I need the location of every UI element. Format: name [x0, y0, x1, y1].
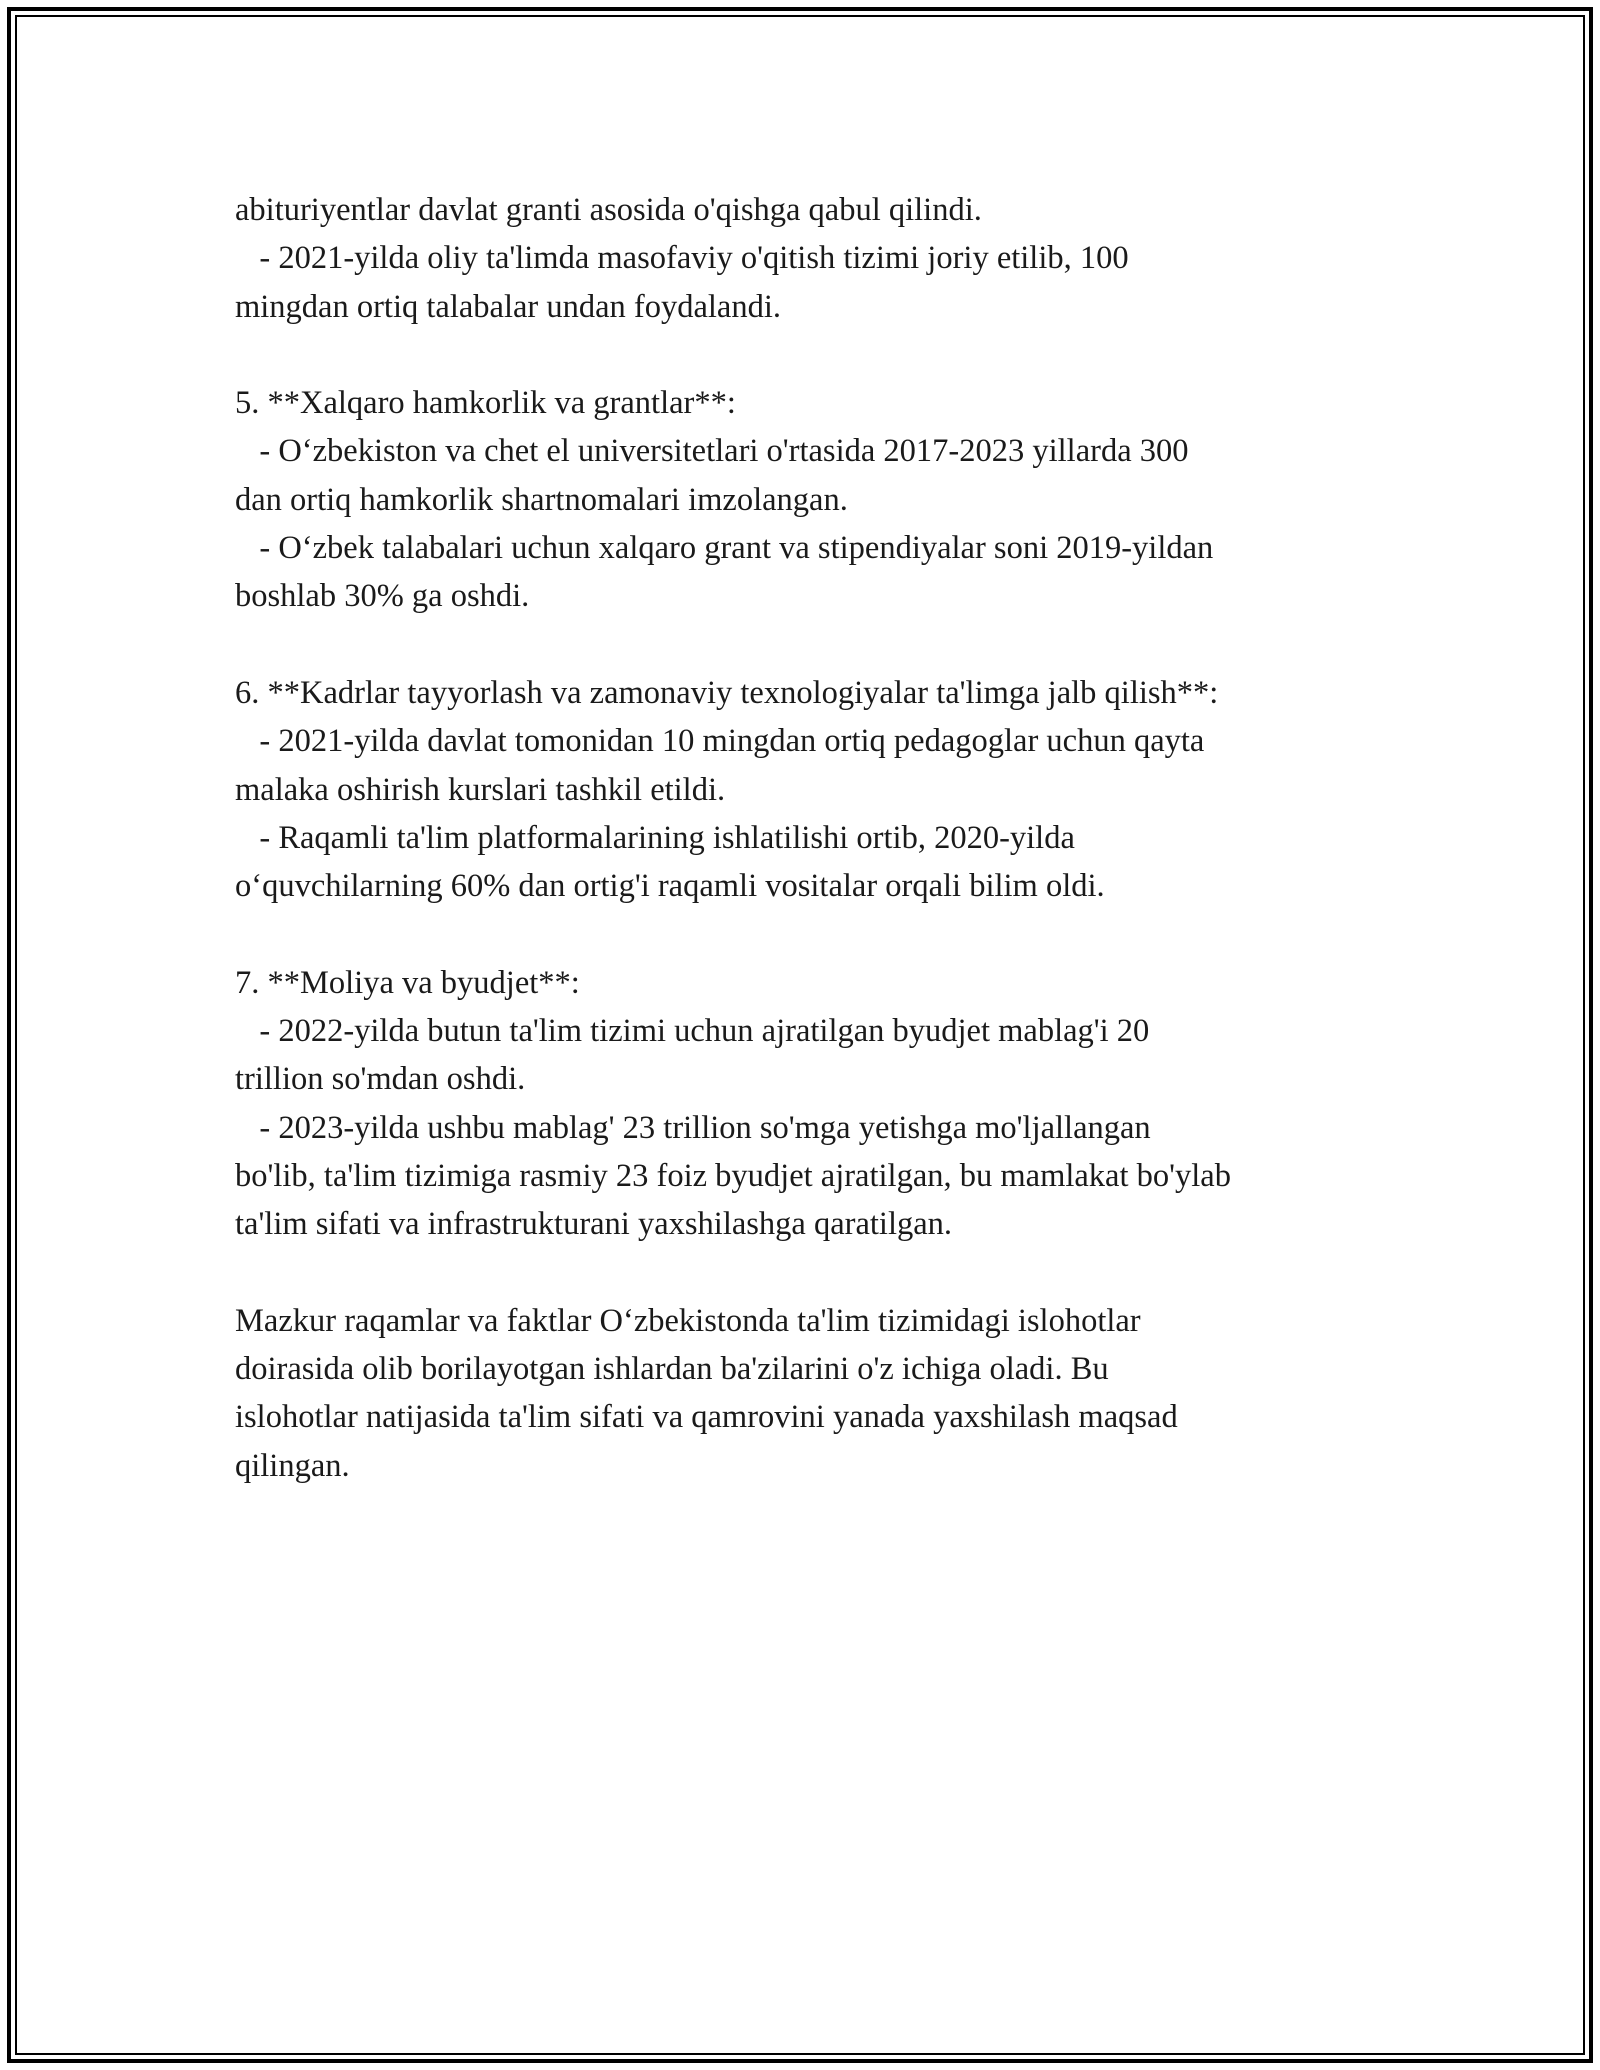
section-heading: 5. **Xalqaro hamkorlik va grantlar**:: [235, 385, 736, 422]
text-line: - Raqamli ta'lim platformalarining ishlatilishi ortib, 2020-yilda: [235, 819, 1075, 856]
text-line: abituriyentlar davlat granti asosida o'qishga qabul qilindi.: [235, 192, 982, 228]
text-line: bo'lib, ta'lim tizimiga rasmiy 23 foiz byudjet ajratilgan, bu mamlakat bo'ylab: [235, 1157, 1231, 1194]
document-body: [235, 186, 1385, 1490]
text-line: - 2023-yilda ushbu mablag' 23 trillion so'mga yetishga mo'ljallangan: [235, 1109, 1151, 1146]
text-line: o‘quvchilarning 60% dan ortig'i raqamli vositalar orqali bilim oldi.: [235, 868, 1105, 905]
text-line: ta'lim sifati va infrastrukturani yaxshilashga qaratilgan.: [235, 1206, 953, 1243]
text-line: malaka oshirish kurslari tashkil etildi.: [235, 771, 726, 808]
text-line: qilingan.: [235, 1447, 350, 1484]
text-line: - O‘zbek talabalari uchun xalqaro grant va stipendiyalar soni 2019-yildan: [235, 530, 1214, 567]
paragraph-gap: [235, 910, 1385, 958]
text-line: boshlab 30% ga oshdi.: [235, 578, 530, 615]
text-line: islohotlar natijasida ta'lim sifati va qamrovini yanada yaxshilash maqsad: [235, 1399, 1178, 1436]
section-7: [235, 959, 1385, 1249]
text-line: mingdan ortiq talabalar undan foydalandi.: [235, 288, 782, 325]
text-line: Mazkur raqamlar va faktlar O‘zbekistonda ta'lim tizimidagi islohotlar: [235, 1302, 1141, 1339]
section-6: [235, 669, 1385, 910]
text-line: - 2021-yilda oliy ta'limda masofaviy o'qitish tizimi joriy etilib, 100: [235, 240, 1129, 277]
text-line: - 2021-yilda davlat tomonidan 10 mingdan ortiq pedagoglar uchun qayta: [235, 723, 1205, 760]
intro-block: [235, 186, 1385, 331]
text-line: dan ortiq hamkorlik shartnomalari imzolangan.: [235, 481, 848, 518]
section-heading: 7. **Moliya va byudjet**:: [235, 964, 580, 1001]
paragraph-gap: [235, 331, 1385, 379]
conclusion-paragraph: [235, 1297, 1385, 1490]
section-5: [235, 379, 1385, 620]
text-line: doirasida olib borilayotgan ishlardan ba'zilarini o'z ichiga oladi. Bu: [235, 1351, 1109, 1388]
paragraph-gap: [235, 1249, 1385, 1297]
text-line: trillion so'mdan oshdi.: [235, 1061, 526, 1098]
paragraph-gap: [235, 621, 1385, 669]
text-line: - 2022-yilda butun ta'lim tizimi uchun ajratilgan byudjet mablag'i 20: [235, 1013, 1150, 1050]
text-line: - O‘zbekiston va chet el universitetlari o'rtasida 2017-2023 yillarda 300: [235, 433, 1189, 470]
section-heading: 6. **Kadrlar tayyorlash va zamonaviy texnologiyalar ta'limga jalb qilish**:: [235, 674, 1219, 711]
